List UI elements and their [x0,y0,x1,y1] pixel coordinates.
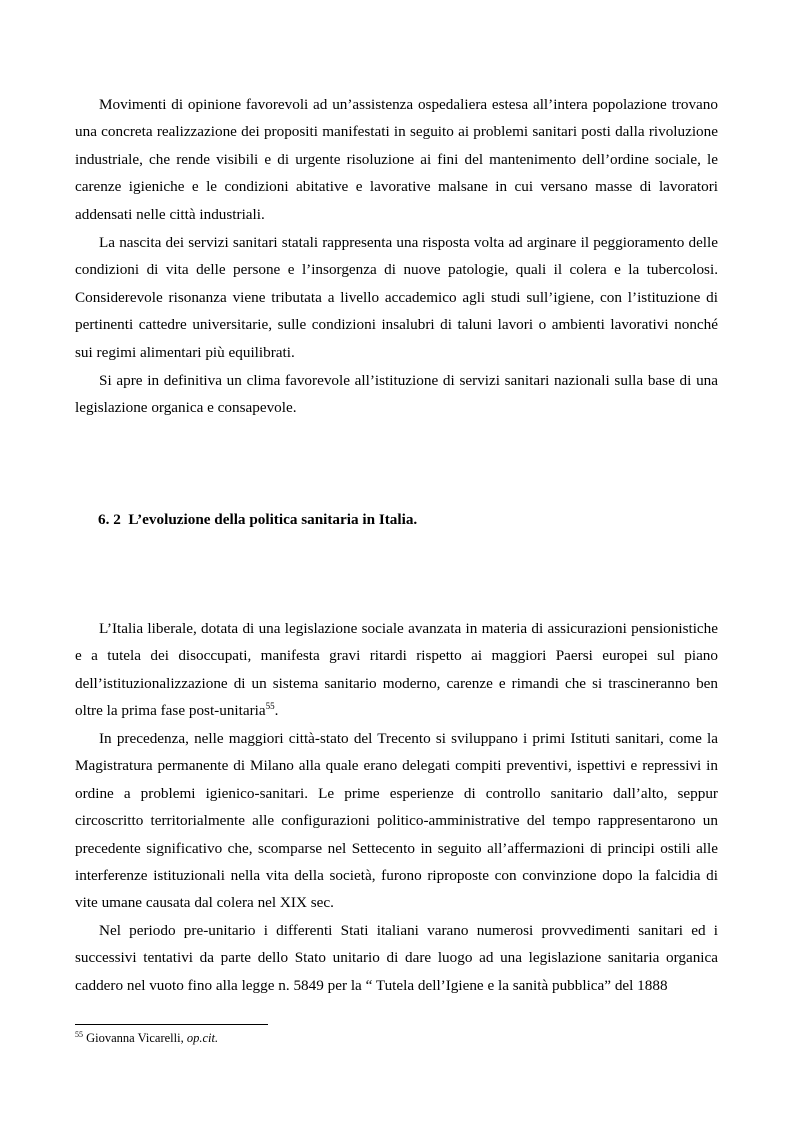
footnote-author: Giovanna Vicarelli, [86,1031,187,1045]
paragraph-favorable-climate: Si apre in definitiva un clima favorevole all’istituzione di servizi sanitari nazionali sulla base di una legislazione organica e consapevole. [75,372,718,417]
footnote [75,1031,218,1046]
paragraph-liberal-italy [75,615,718,725]
footnote-reference[interactable]: 55 [265,701,275,712]
footnote-citation: op.cit. [186,1031,219,1045]
paragraph-liberal-italy-text: L’Italia liberale, dotata di una legislazione sociale avanzata in materia di assicurazioni pensionistiche e a tutela dei disoccupati, manifesta gravi ritardi rispetto ai maggiori Paersi europei sul piano dell’istituzionalizzazione di un sistema sanitario moderno, carenze e rimandi che si trascineranno ben oltre la prima fase post-unitaria [75,620,718,720]
paragraph-city-states: In precedenza, nelle maggiori città-stato del Trecento si sviluppano i primi Istituti sanitari, come la Magistratura permanente di Milano alla quale erano delegati compiti preventivi, ispettivi e repressivi in ordine a problemi igienico-sanitari. Le prime esperienze di controllo sanitario dall’alto, seppur circoscritto territorialmente alle configurazioni politico-amministrative del tempo rappresentarono un precedente significativo che, scomparse nel Settecento in seguito all’affermazioni di principi ostili alle interferenze istituzionali nella vita della società, furono riproposte con convinzione dopo la falcidia di vite umane causata dal colera nel XIX sec. [75,730,718,912]
footnote-separator [75,1024,268,1025]
paragraph-hospital-movements: Movimenti di opinione favorevoli ad un’assistenza ospedaliera estesa all’intera popolazione trovano una concreta realizzazione dei propositi manifestati in seguito ai problemi sanitari posti dalla rivoluzione industriale, che rende visibili e di urgente risoluzione ai fini del mantenimento dell’ordine sociale, le carenze igieniche e le condizioni abitative e lavorative malsane in cui versano masse di lavoratori addensati nelle città industriali. [75,96,718,223]
paragraph-pre-unitary: Nel periodo pre-unitario i differenti Stati italiani varano numerosi provvedimenti sanitari ed i successivi tentativi da parte dello Stato unitario di dare luogo ad una legislazione sanitaria organica caddero nel vuoto fino alla legge n. 5849 per la “ Tutela dell’Igiene e la sanità pubblica” del 1888 [75,922,718,994]
paragraph-state-health-services: La nascita dei servizi sanitari statali rappresenta una risposta volta ad arginare il peggioramento delle condizioni di vita delle persone e l’insorgenza di nuove patologie, quali il colera e la tubercolosi. Considerevole risonanza viene tributata a livello accademico agli studi sull’igiene, con l’istituzione di pertinenti cattedre universitarie, sulle condizioni insalubri di taluni lavori o ambienti lavorativi nonché sui regimi alimentari più equilibrati. [75,234,718,361]
paragraph-liberal-italy-end: . [274,702,279,720]
section-heading: 6. 2 L’evoluzione della politica sanitaria in Italia. [98,511,418,528]
footnote-number: 55 [75,1030,83,1039]
